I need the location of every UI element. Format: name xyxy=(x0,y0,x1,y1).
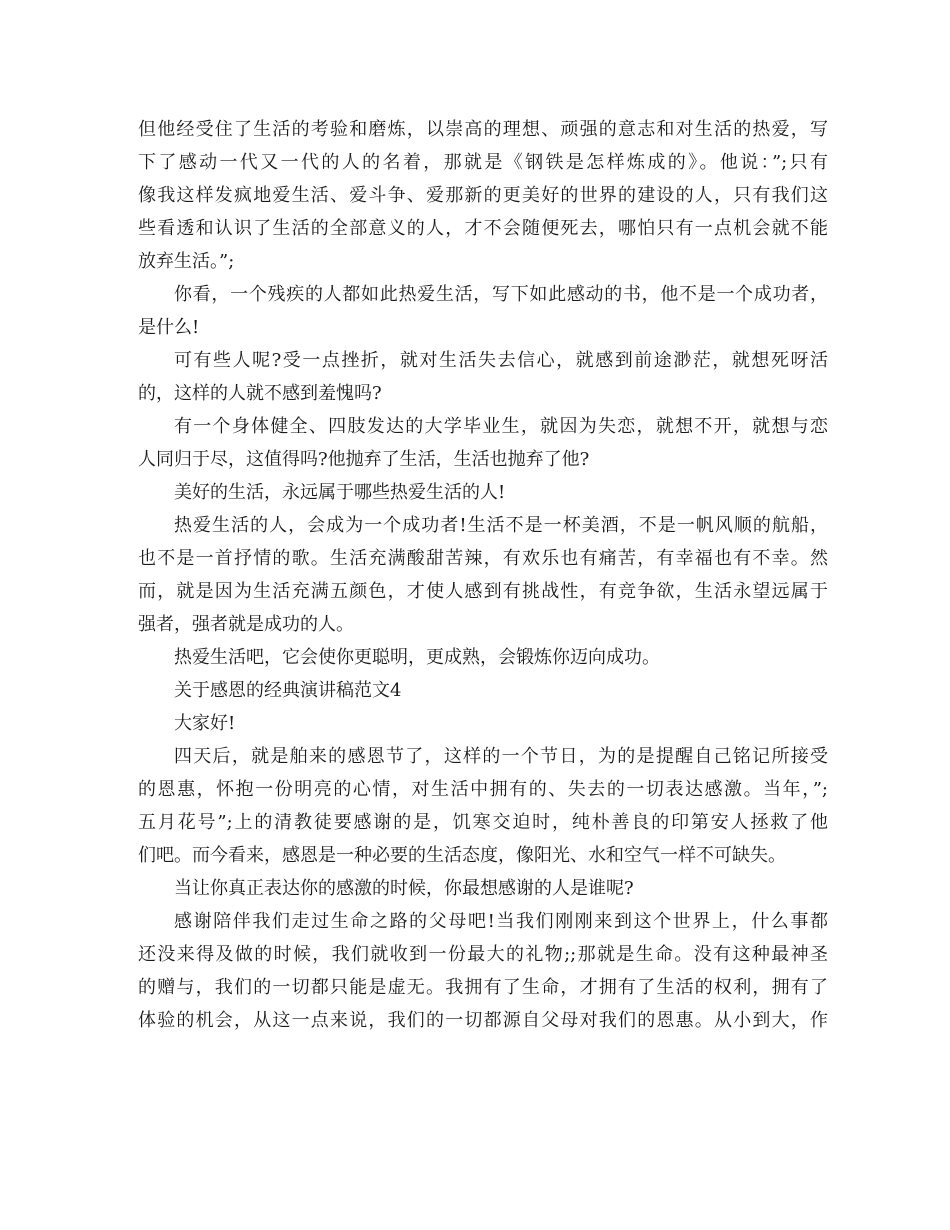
text-line: 热爱生活的人，会成为一个成功者!生活不是一杯美酒，不是一帆风顺的航船， xyxy=(174,515,828,536)
text-line: 你看，一个残疾的人都如此热爱生活，写下如此感动的书，他不是一个成功者， xyxy=(174,284,828,305)
text-line: 当让你真正表达你的感激的时候，你最想感谢的人是谁呢? xyxy=(174,878,634,899)
text-line: 美好的生活，永远属于哪些热爱生活的人! xyxy=(174,482,506,503)
text-line: 而，就是因为生活充满五颜色，才使人感到有挑战性，有竞争欲，生活永望远属于 xyxy=(138,581,828,602)
text-line: 放弃生活。”; xyxy=(138,251,235,272)
text-line: 但他经受住了生活的考验和磨炼，以崇高的理想、顽强的意志和对生活的热爱，写 xyxy=(138,119,828,140)
text-line: 体验的机会，从这一点来说，我们的一切都源自父母对我们的恩惠。从小到大，作 xyxy=(138,1010,828,1031)
text-line: 热爱生活吧，它会使你更聪明，更成熟，会锻炼你迈向成功。 xyxy=(174,647,660,668)
text-line: 关于感恩的经典演讲稿范文4 xyxy=(174,680,402,701)
text-line: 是什么! xyxy=(138,317,200,338)
text-line: 还没来得及做的时候，我们就收到一份最大的礼物;;那就是生命。没有这种最神圣 xyxy=(138,944,828,965)
text-line: 们吧。而今看来，感恩是一种必要的生活态度，像阳光、水和空气一样不可缺失。 xyxy=(138,845,786,866)
text-line: 强者，强者就是成功的人。 xyxy=(138,614,354,635)
text-line: 五月花号”;上的清教徒要感谢的是，饥寒交迫时，纯朴善良的印第安人拯救了他 xyxy=(138,812,828,833)
text-line: 人同归于尽，这值得吗?他抛弃了生活，生活也抛弃了他? xyxy=(138,449,590,470)
text-line: 的赠与，我们的一切都只能是虚无。我拥有了生命，才拥有了生活的权利，拥有了 xyxy=(138,977,828,998)
text-line: 下了感动一代又一代的人的名着，那就是《钢铁是怎样炼成的》。他说：”;只有 xyxy=(138,152,828,173)
text-line: 可有些人呢?受一点挫折，就对生活失去信心，就感到前途渺茫，就想死呀活 xyxy=(174,350,828,371)
text-line: 像我这样发疯地爱生活、爱斗争、爱那新的更美好的世界的建设的人，只有我们这 xyxy=(138,185,828,206)
text-line: 些看透和认识了生活的全部意义的人，才不会随便死去，哪怕只有一点机会就不能 xyxy=(138,218,828,239)
text-line: 感谢陪伴我们走过生命之路的父母吧!当我们刚刚来到这个世界上，什么事都 xyxy=(174,911,828,932)
text-line: 四天后，就是舶来的感恩节了，这样的一个节日，为的是提醒自己铭记所接受 xyxy=(174,746,828,767)
text-line: 的，这样的人就不感到羞愧吗? xyxy=(138,383,382,404)
document-body xyxy=(138,113,828,1037)
text-line: 有一个身体健全、四肢发达的大学毕业生，就因为失恋，就想不开，就想与恋 xyxy=(174,416,828,437)
text-line: 大家好! xyxy=(174,713,236,734)
text-line: 也不是一首抒情的歌。生活充满酸甜苦辣，有欢乐也有痛苦，有幸福也有不幸。然 xyxy=(138,548,828,569)
text-line: 的恩惠，怀抱一份明亮的心情，对生活中拥有的、失去的一切表达感激。当年，”; xyxy=(138,779,828,800)
